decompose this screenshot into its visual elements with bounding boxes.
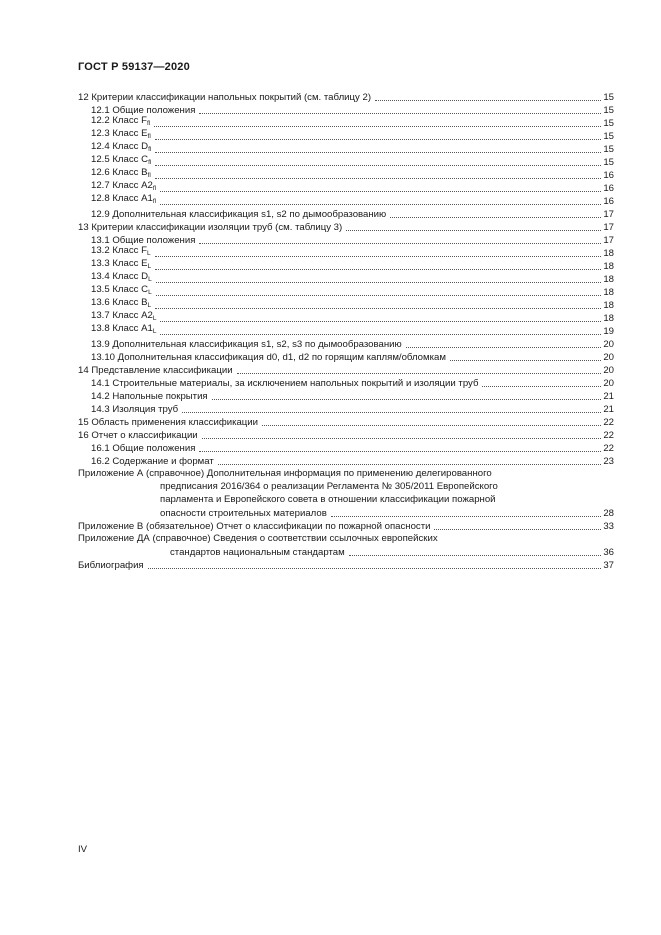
dot-leader — [156, 295, 602, 296]
toc-annex-a-line4[interactable]: опасности строительных материалов 28 — [160, 508, 614, 519]
dot-leader — [199, 243, 601, 244]
dot-leader — [346, 230, 601, 231]
toc-entry-13-4[interactable]: 13.4 Класс $D_L$ 18 — [91, 271, 614, 285]
page-number: IV — [78, 844, 88, 855]
toc-annex-b[interactable]: Приложение В (обязательное) Отчет о классификации по пожарной опасности 33 — [78, 521, 614, 532]
toc-entry-12[interactable]: 12 Критерии классификации напольных покрытий (см. таблицу 2) 15 — [78, 92, 614, 103]
dot-leader — [160, 204, 601, 205]
document-header: ГОСТ Р 59137—2020 — [78, 61, 190, 73]
dot-leader — [199, 113, 601, 114]
toc-entry-13-3[interactable]: 13.3 Класс $E_L$ 18 — [91, 258, 614, 272]
dot-leader — [160, 191, 601, 192]
dot-leader — [156, 282, 602, 283]
dot-leader — [237, 373, 602, 374]
dot-leader — [202, 438, 602, 439]
dot-leader — [199, 451, 601, 452]
dot-leader — [349, 555, 602, 556]
table-of-contents — [78, 91, 614, 572]
toc-entry-12-5[interactable]: 12.5 Класс $C_{fl}$ 15 — [91, 154, 614, 168]
toc-annex-a-line1[interactable]: Приложение А (справочное) Дополнительная информация по применению делегированного — [78, 468, 492, 479]
dot-leader — [155, 308, 601, 309]
toc-annex-da-line1[interactable]: Приложение ДА (справочное) Сведения о соответствии ссылочных европейских — [78, 533, 438, 544]
dot-leader — [160, 321, 601, 322]
dot-leader — [148, 568, 602, 569]
toc-entry-13-10[interactable]: 13.10 Дополнительная классификация d0, d1, d2 по горящим каплям/обломкам 20 — [91, 352, 614, 363]
toc-entry-12-6[interactable]: 12.6 Класс $B_{fl}$ 16 — [91, 167, 614, 181]
toc-entry-13-1[interactable]: 13.1 Общие положения 17 — [91, 235, 614, 246]
dot-leader — [406, 347, 602, 348]
toc-entry-14-3[interactable]: 14.3 Изоляция труб 21 — [91, 404, 614, 415]
dot-leader — [331, 516, 602, 517]
dot-leader — [155, 178, 602, 179]
dot-leader — [182, 412, 601, 413]
dot-leader — [155, 152, 601, 153]
dot-leader — [218, 464, 602, 465]
toc-entry-16-1[interactable]: 16.1 Общие положения 22 — [91, 443, 614, 454]
dot-leader — [155, 139, 602, 140]
dot-leader — [160, 334, 601, 335]
toc-entry-16-2[interactable]: 16.2 Содержание и формат 23 — [91, 456, 614, 467]
toc-entry-15[interactable]: 15 Область применения классификации 22 — [78, 417, 614, 428]
toc-entry-13-2[interactable]: 13.2 Класс $F_L$ 18 — [91, 245, 614, 259]
dot-leader — [155, 269, 601, 270]
toc-entry-12-8[interactable]: 12.8 Класс $A1_{fl}$ 16 — [91, 193, 614, 207]
toc-entry-12-1[interactable]: 12.1 Общие положения 15 — [91, 105, 614, 116]
toc-annex-a-line2: предписания 2016/364 о реализации Регламента № 305/2011 Европейского — [160, 481, 498, 492]
dot-leader — [155, 256, 602, 257]
toc-entry-14-2[interactable]: 14.2 Напольные покрытия 21 — [91, 391, 614, 402]
toc-entry-13[interactable]: 13 Критерии классификации изоляции труб (см. таблицу 3) 17 — [78, 222, 614, 233]
dot-leader — [434, 529, 601, 530]
dot-leader — [212, 399, 602, 400]
dot-leader — [154, 126, 601, 127]
dot-leader — [390, 217, 601, 218]
dot-leader — [155, 165, 601, 166]
toc-entry-13-7[interactable]: 13.7 Класс $A2_L$ 18 — [91, 310, 614, 324]
dot-leader — [262, 425, 601, 426]
dot-leader — [375, 100, 601, 101]
toc-entry-16[interactable]: 16 Отчет о классификации 22 — [78, 430, 614, 441]
toc-entry-13-9[interactable]: 13.9 Дополнительная классификация s1, s2, s3 по дымообразованию 20 — [91, 339, 614, 350]
toc-entry-13-5[interactable]: 13.5 Класс $C_L$ 18 — [91, 284, 614, 298]
toc-entry-12-7[interactable]: 12.7 Класс $A2_{fl}$ 16 — [91, 180, 614, 194]
toc-entry-12-2[interactable]: 12.2 Класс $F_{fl}$ 15 — [91, 115, 614, 129]
toc-entry-14-1[interactable]: 14.1 Строительные материалы, за исключением напольных покрытий и изоляции труб 20 — [91, 378, 614, 389]
toc-annex-a-line3: парламента и Европейского совета в отношении классификации пожарной — [160, 494, 496, 505]
toc-bibliography[interactable]: Библиография 37 — [78, 560, 614, 571]
toc-entry-13-6[interactable]: 13.6 Класс $B_L$ 18 — [91, 297, 614, 311]
toc-entry-13-8[interactable]: 13.8 Класс $A1_L$ 19 — [91, 323, 614, 337]
toc-entry-12-4[interactable]: 12.4 Класс $D_{fl}$ 15 — [91, 141, 614, 155]
toc-annex-da-line2[interactable]: стандартов национальным стандартам 36 — [170, 547, 614, 558]
dot-leader — [450, 360, 601, 361]
toc-entry-12-9[interactable]: 12.9 Дополнительная классификация s1, s2 по дымообразованию 17 — [91, 209, 614, 220]
toc-entry-12-3[interactable]: 12.3 Класс $E_{fl}$ 15 — [91, 128, 614, 142]
toc-entry-14[interactable]: 14 Представление классификации 20 — [78, 365, 614, 376]
dot-leader — [482, 386, 601, 387]
